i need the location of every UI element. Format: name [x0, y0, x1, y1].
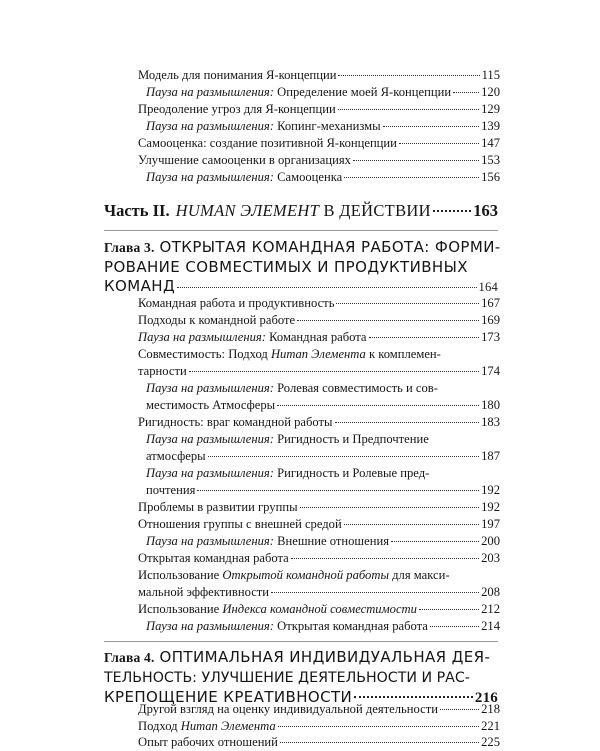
toc-entry [146, 618, 500, 635]
chapter-title-text: ОПТИМАЛЬНАЯ ИНДИВИДУАЛЬНАЯ ДЕЯ- [159, 648, 491, 666]
entry-title-part: мальной эффективности [138, 585, 270, 599]
entry-title-line [138, 363, 500, 380]
dot-leader [338, 75, 479, 76]
dot-leader [177, 287, 476, 288]
entry-title-part: к комплемен- [365, 347, 441, 361]
chapter-title-text: РОВАНИЕ СОВМЕСТИМЫХ И ПРОДУКТИВНЫХ [104, 258, 468, 276]
dot-leader [300, 507, 480, 508]
page-number: 183 [481, 415, 500, 429]
entry-title-line [138, 584, 500, 601]
entry-title: Командная работа [265, 330, 367, 344]
dot-leader [433, 210, 471, 212]
page-number: 115 [481, 68, 500, 82]
toc-entry [138, 601, 500, 618]
dot-leader [278, 726, 479, 727]
dot-leader [354, 696, 473, 698]
entry-title: Опыт рабочих отношений [138, 735, 278, 749]
entry-title-part: Подход [138, 719, 181, 733]
page-number: 180 [481, 398, 500, 412]
entry-prefix: Пауза на размышления: [146, 119, 274, 133]
dot-leader [291, 558, 479, 559]
page-number: 197 [481, 517, 500, 531]
toc-entry [138, 701, 500, 718]
chapter-title-line [104, 257, 498, 277]
page-number: 163 [473, 201, 498, 220]
page-number: 192 [481, 500, 500, 514]
entry-title-part: Использование [138, 602, 223, 616]
entry-title: Командная работа и продуктивность [138, 296, 335, 310]
entry-title-line [138, 346, 500, 363]
dot-leader [430, 626, 479, 627]
page-number: 216 [474, 690, 498, 706]
toc-entry [146, 431, 500, 465]
chapter-title-line [104, 277, 498, 297]
dot-leader [208, 456, 480, 457]
page-number: 147 [481, 136, 500, 150]
page-number: 225 [481, 735, 500, 749]
part-title-italic: HUMAN ЭЛЕМЕНТ [175, 201, 320, 220]
page-number: 174 [481, 364, 500, 378]
toc-entry [138, 499, 500, 516]
divider [104, 641, 498, 642]
entry-title-part: Ролевая совместимость и сов- [273, 381, 438, 395]
dot-leader [297, 320, 479, 321]
entry-title-line [146, 431, 500, 448]
toc-entry [146, 169, 500, 186]
toc-entry [146, 380, 500, 414]
entry-title: Преодоление угроз для Я-концепции [138, 102, 336, 116]
entry-title: Внешние отношения [273, 534, 389, 548]
page-number: 221 [481, 719, 500, 733]
toc-entry [138, 329, 500, 346]
page-number: 173 [481, 330, 500, 344]
part-title [176, 201, 431, 221]
entry-prefix: Пауза на размышления: [146, 619, 274, 633]
entry-title-part: Использование [138, 568, 223, 582]
entry-title: Самооценка [273, 170, 343, 184]
page-number: 200 [481, 534, 500, 548]
entry-title-line [138, 567, 500, 584]
toc-entry [138, 550, 500, 567]
entry-title: Модель для понимания Я-концепции [138, 68, 337, 82]
page-number: 218 [481, 702, 500, 716]
entry-title-line [146, 482, 500, 499]
entry-prefix: Пауза на размышления: [146, 432, 274, 446]
entry-title-line [146, 380, 500, 397]
toc-entry [138, 67, 500, 84]
dot-leader [453, 92, 479, 93]
page-number: 156 [481, 170, 500, 184]
entry-prefix: Пауза на размышления: [146, 466, 274, 480]
entry-title: Другой взгляд на оценку индивидуальной деятельности [138, 702, 438, 716]
dot-leader [271, 592, 479, 593]
toc-entry [138, 516, 500, 533]
toc-entry [138, 567, 500, 601]
page-number: 120 [481, 85, 500, 99]
entry-prefix: Пауза на размышления: [146, 534, 274, 548]
chapter-heading [104, 647, 498, 708]
part-heading [104, 201, 498, 221]
dot-leader [353, 160, 479, 161]
dot-leader [391, 541, 479, 542]
part-title-rest: В ДЕЙСТВИИ [323, 201, 431, 220]
toc-entry [146, 533, 500, 550]
toc-entry [138, 346, 500, 380]
page-number: 169 [481, 313, 500, 327]
entry-title-part: атмосферы [146, 449, 206, 463]
entry-title-part: Ригидность и Ролевые пред- [273, 466, 430, 480]
dot-leader [369, 337, 480, 338]
toc-entry [146, 465, 500, 499]
entry-title: Открытая командная работа [138, 551, 289, 565]
chapter-title-text: КОМАНД [104, 277, 176, 295]
entry-title-part: почтения [146, 483, 196, 497]
dot-leader [277, 405, 479, 406]
entry-title: Подходы к командной работе [138, 313, 296, 327]
page-number: 167 [481, 296, 500, 310]
entry-title-line [146, 397, 500, 414]
dot-leader [383, 126, 480, 127]
divider [104, 230, 498, 231]
entry-title-italic: Индекса командной совместимости [222, 602, 417, 616]
chapter-title-line [104, 647, 498, 667]
entry-title-line [146, 448, 500, 465]
dot-leader [399, 143, 479, 144]
chapter-label: Глава 3. [104, 240, 155, 255]
entry-prefix: Пауза на размышления: [146, 170, 274, 184]
entry-title-italic: Human Элемента [180, 719, 276, 733]
dot-leader [197, 490, 479, 491]
entry-title: Проблемы в развитии группы [138, 500, 298, 514]
page-number: 208 [481, 585, 500, 599]
toc-entry [138, 734, 500, 750]
toc-entry [146, 84, 500, 101]
entry-title: Определение моей Я-концепции [273, 85, 452, 99]
toc-entry [138, 414, 500, 431]
page-number: 214 [481, 619, 500, 633]
toc-entry [138, 135, 500, 152]
chapter-title-text: ТЕЛЬНОСТЬ: УЛУЧШЕНИЕ ДЕЯТЕЛЬНОСТИ И РАС- [104, 670, 470, 686]
page-number: 187 [481, 449, 500, 463]
dot-leader [344, 177, 479, 178]
dot-leader [336, 303, 479, 304]
entry-title: Улучшение самооценки в организациях [138, 153, 351, 167]
part-label: Часть II. [104, 201, 170, 220]
dot-leader [280, 742, 479, 743]
dot-leader [335, 422, 480, 423]
entry-title-part: тарности [138, 364, 187, 378]
page-number: 203 [481, 551, 500, 565]
entry-title: Ригидность: враг командной работы [138, 415, 333, 429]
toc-entry [138, 152, 500, 169]
dot-leader [419, 609, 479, 610]
page-number: 164 [478, 280, 498, 294]
entry-prefix: Пауза на размышления: [146, 381, 274, 395]
entry-title: Копинг-механизмы [273, 119, 381, 133]
dot-leader [338, 109, 479, 110]
chapter-title-text: ОТКРЫТАЯ КОМАНДНАЯ РАБОТА: ФОРМИ- [159, 238, 501, 256]
entry-title-part: местимость Атмосферы [146, 398, 276, 412]
entry-title-italic: Открытой командной работы [222, 568, 389, 582]
toc-entry [138, 312, 500, 329]
toc-entry [138, 718, 500, 735]
entry-title: Открытая командная работа [273, 619, 428, 633]
entry-title-part: для макси- [388, 568, 450, 582]
entry-prefix: Пауза на размышления: [138, 330, 266, 344]
chapter-title-line [104, 237, 501, 257]
chapter-heading [104, 237, 501, 297]
dot-leader [344, 524, 479, 525]
entry-title-italic: Human Элемента [270, 347, 366, 361]
dot-leader [440, 709, 479, 710]
page-number: 129 [481, 102, 500, 116]
entry-prefix: Пауза на размышления: [146, 85, 274, 99]
chapter-title-text: КРЕПОЩЕНИЕ КРЕАТИВНОСТИ [104, 688, 353, 706]
entry-title: Отношения группы с внешней средой [138, 517, 342, 531]
page-number: 153 [481, 153, 500, 167]
page-number: 192 [481, 483, 500, 497]
toc-entry [138, 295, 500, 312]
toc-entry [138, 101, 500, 118]
page-number: 139 [481, 119, 500, 133]
entry-title-part: Ригидность и Предпочтение [273, 432, 429, 446]
entry-title-line [146, 465, 500, 482]
toc-entry [146, 118, 500, 135]
entry-title: Самооценка: создание позитивной Я-концепции [138, 136, 397, 150]
chapter-label: Глава 4. [104, 650, 155, 665]
entry-title-part: Совместимость: Подход [138, 347, 271, 361]
page-number: 212 [481, 602, 500, 616]
chapter-title-line [104, 667, 498, 688]
dot-leader [189, 371, 479, 372]
